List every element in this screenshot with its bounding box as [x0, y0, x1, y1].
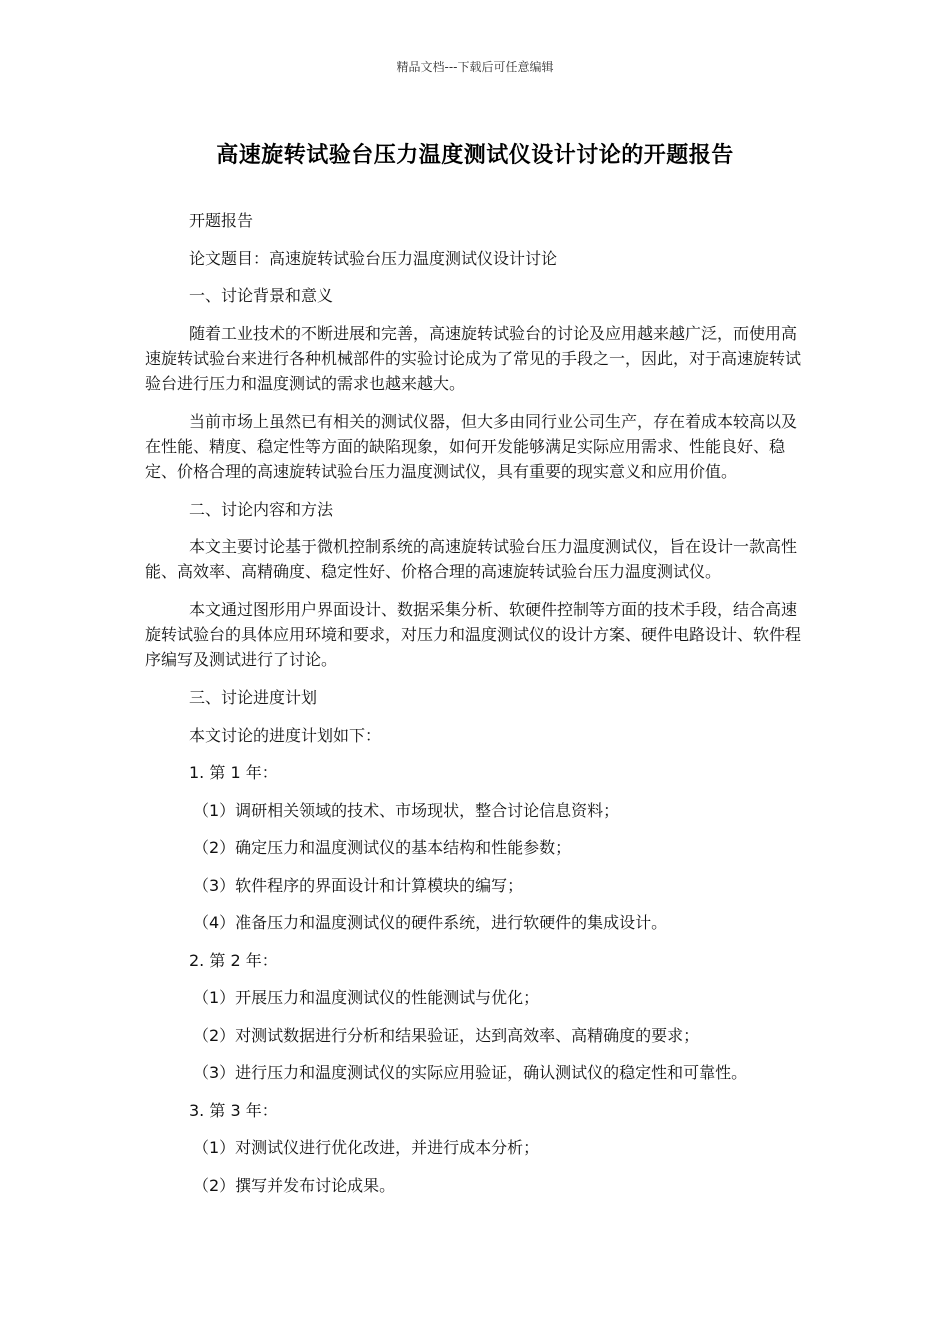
section-2-paragraph-1: 本文主要讨论基于微机控制系统的高速旋转试验台压力温度测试仪，旨在设计一款高性能、高效率、高精确度、稳定性好、价格合理的高速旋转试验台压力温度测试仪。 [145, 537, 798, 581]
year-2-label: 2. 第 2 年： [189, 950, 278, 970]
year-1-item: （4）准备压力和温度测试仪的硬件系统，进行软硬件的集成设计。 [193, 913, 668, 932]
year-1-item: （1）调研相关领域的技术、市场现状，整合讨论信息资料； [193, 800, 620, 820]
section-3-intro: 本文讨论的进度计划如下： [189, 725, 382, 745]
year-3-item: （1）对测试仪进行优化改进，并进行成本分析； [193, 1138, 540, 1157]
section-3-heading: 三、讨论进度计划 [189, 688, 318, 707]
report-label: 开题报告 [189, 211, 254, 230]
section-2-heading: 二、讨论内容和方法 [189, 499, 334, 519]
section-1-heading: 一、讨论背景和意义 [189, 286, 334, 305]
year-1-item: （3）软件程序的界面设计和计算模块的编写； [193, 875, 524, 895]
section-1-paragraph-1: 随着工业技术的不断进展和完善，高速旋转试验台的讨论及应用越来越广泛，而使用高速旋转试验台来进行各种机械部件的实验讨论成为了常见的手段之一，因此，对于高速旋转试验台进行压力和温度测试的需求也越来越大。 [145, 323, 802, 393]
year-3-item: （2）撰写并发布讨论成果。 [193, 1175, 396, 1195]
year-1-label: 1. 第 1 年： [189, 763, 278, 782]
year-1-item: （2）确定压力和温度测试仪的基本结构和性能参数； [193, 838, 572, 857]
thesis-title: 论文题目：高速旋转试验台压力温度测试仪设计讨论 [189, 248, 558, 268]
header-note: 精品文档---下载后可任意编辑 [396, 60, 554, 74]
year-2-item: （1）开展压力和温度测试仪的性能测试与优化； [193, 988, 540, 1007]
year-2-item: （2）对测试数据进行分析和结果验证，达到高效率、高精确度的要求； [193, 1025, 700, 1045]
section-2-paragraph-2: 本文通过图形用户界面设计、数据采集分析、软硬件控制等方面的技术手段，结合高速旋转试验台的具体应用环境和要求，对压力和温度测试仪的设计方案、硬件电路设计、软件程序编写及测试进行了讨论。 [145, 600, 802, 669]
document-body [145, 208, 805, 1210]
section-1-paragraph-2: 当前市场上虽然已有相关的测试仪器，但大多由同行业公司生产，存在着成本较高以及在性能、精度、稳定性等方面的缺陷现象，如何开发能够满足实际应用需求、性能良好、稳定、价格合理的高速旋转试验台压力温度测试仪，具有重要的现实意义和应用价值。 [145, 411, 798, 481]
document-title: 高速旋转试验台压力温度测试仪设计讨论的开题报告 [216, 143, 734, 168]
year-2-item: （3）进行压力和温度测试仪的实际应用验证，确认测试仪的稳定性和可靠性。 [193, 1063, 748, 1082]
year-3-label: 3. 第 3 年： [189, 1100, 278, 1120]
